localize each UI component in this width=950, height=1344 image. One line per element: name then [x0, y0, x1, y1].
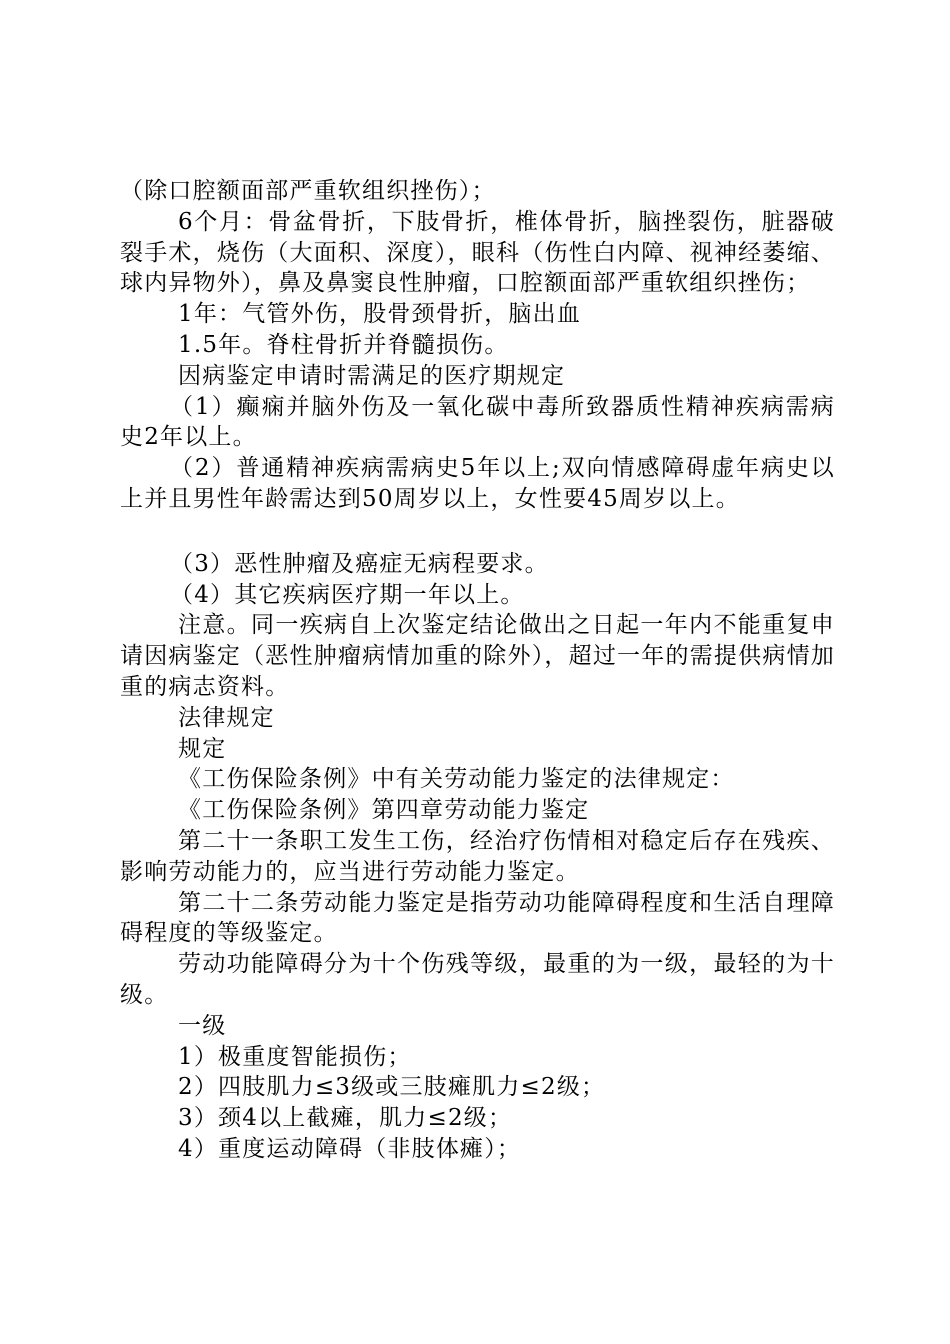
paragraph: 1年：气管外伤，股骨颈骨折，脑出血 — [178, 301, 582, 328]
paragraph: 《工伤保险条例》中有关劳动能力鉴定的法律规定： — [178, 766, 735, 793]
paragraph: （除口腔额面部严重软组织挫伤）； — [120, 178, 496, 204]
paragraph: 1.5年。脊柱骨折并脊髓损伤。 — [178, 331, 509, 358]
paragraph: （3）恶性肿瘤及癌症无病程要求。 — [170, 550, 549, 577]
section-heading: 法律规定 — [178, 704, 275, 731]
document-body — [120, 176, 835, 1165]
paragraph: 注意。同一疾病自上次鉴定结论做出之日起一年内不能重复申请因病鉴定（恶性肿瘤病情加重的除外），超过一年的需提供病情加重的病志资料。 — [120, 612, 835, 700]
paragraph: 第二十二条劳动能力鉴定是指劳动功能障碍程度和生活自理障碍程度的等级鉴定。 — [120, 889, 835, 947]
paragraph: 第二十一条职工发生工伤，经治疗伤情相对稳定后存在残疾、影响劳动能力的，应当进行劳动能力鉴定。 — [120, 827, 835, 885]
paragraph: （1）癫痫并脑外伤及一氧化碳中毒所致器质性精神疾病需病史2年以上。 — [120, 393, 835, 451]
paragraph: 劳动功能障碍分为十个伤残等级，最重的为一级，最轻的为十级。 — [120, 951, 835, 1008]
list-item: 2）四肢肌力≤3级或三肢瘫肌力≤2级； — [178, 1074, 606, 1101]
paragraph: 因病鉴定申请时需满足的医疗期规定 — [178, 362, 566, 389]
paragraph: （4）其它疾病医疗期一年以上。 — [170, 581, 525, 608]
paragraph: 6个月：骨盆骨折，下肢骨折，椎体骨折，脑挫裂伤，脏器破裂手术，烧伤（大面积、深度），眼科（伤性白内障、视神经萎缩、球内异物外），鼻及鼻窦良性肿瘤，口腔额面部严重软组织挫伤； — [120, 208, 835, 297]
list-item: 3）颈4以上截瘫，肌力≤2级； — [178, 1105, 513, 1132]
section-heading: 规定 — [178, 735, 227, 762]
paragraph: （2）普通精神疾病需病史5年以上;双向情感障碍虚年病史以上并且男性年龄需达到50周岁以上，女性要45周岁以上。 — [120, 455, 835, 512]
paragraph: 《工伤保险条例》第四章劳动能力鉴定 — [178, 797, 590, 824]
list-item: 1）极重度智能损伤； — [178, 1043, 412, 1070]
list-item: 4）重度运动障碍（非肢体瘫）； — [178, 1135, 522, 1162]
section-heading: 一级 — [178, 1012, 227, 1039]
